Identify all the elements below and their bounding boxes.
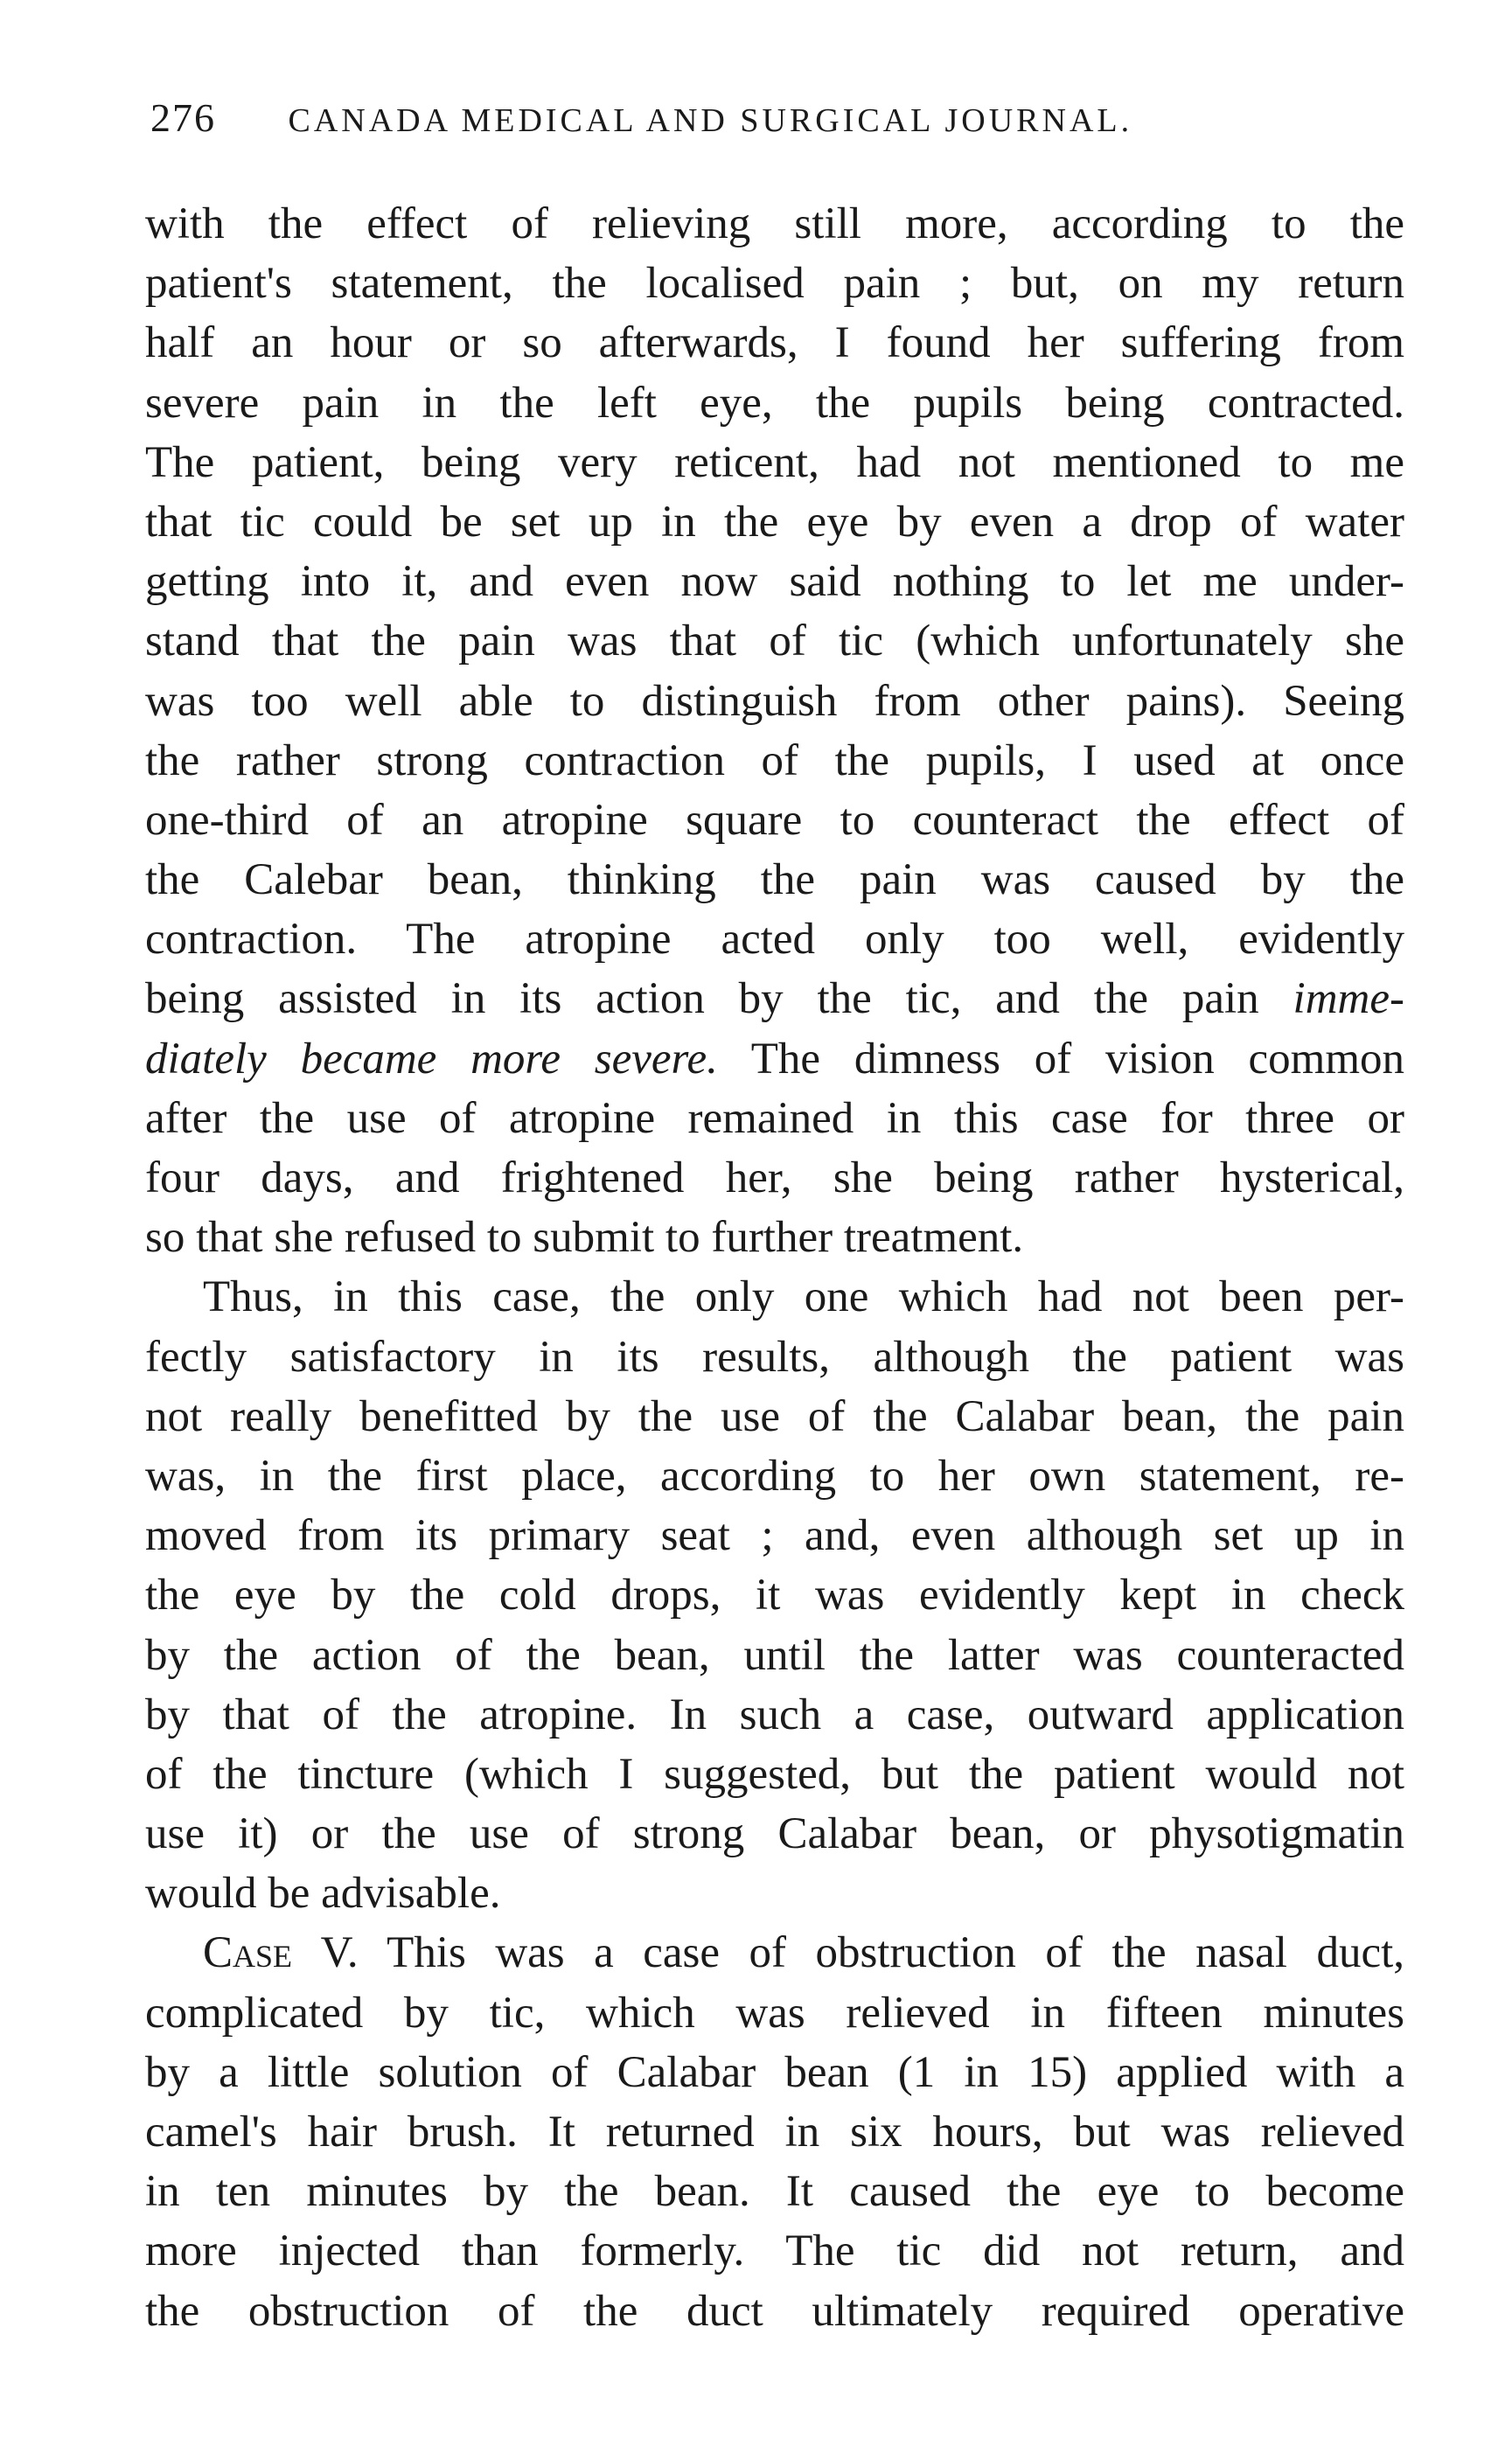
paragraph-2 <box>145 1267 1404 1923</box>
text-line-segment: The dimness of vision common <box>717 1034 1404 1084</box>
text-line: use it) or the use of strong Calabar bean, or physotigmatin <box>145 1809 1404 1859</box>
text-line: the eye by the cold drops, it was evidently kept in check <box>145 1571 1404 1620</box>
text-line: half an hour or so afterwards, I found her suffering from <box>145 318 1404 368</box>
text-line: by that of the atropine. In such a case, outward application <box>145 1690 1404 1739</box>
body-text <box>145 194 1404 2341</box>
text-line: the rather strong contraction of the pupils, I used at once <box>145 735 1404 785</box>
page-header <box>150 92 1375 147</box>
text-line: The patient, being very reticent, had not mentioned to me <box>145 437 1404 487</box>
text-line: complicated by tic, which was relieved in fifteen minutes <box>145 1988 1404 2038</box>
italic-emphasis: imme- <box>1293 974 1404 1024</box>
text-line: was, in the first place, according to her own statement, re- <box>145 1451 1404 1501</box>
text-line-with-emphasis <box>145 969 1404 1028</box>
text-line: moved from its primary seat ; and, even although set up in <box>145 1511 1404 1561</box>
text-line: patient's statement, the localised pain ; but, on my return <box>145 259 1404 309</box>
italic-emphasis: diately became more severe. <box>145 1034 718 1084</box>
text-line: of the tincture (which I suggested, but the patient would not <box>145 1749 1404 1799</box>
text-line: contraction. The atropine acted only too well, evidently <box>145 915 1404 965</box>
text-line: with the effect of relieving still more, according to the <box>145 199 1404 248</box>
text-line: stand that the pain was that of tic (which unfortunately she <box>145 617 1404 666</box>
text-line: Thus, in this case, the only one which had not been per- <box>203 1272 1404 1322</box>
text-line: so that she refused to submit to further treatment. <box>145 1213 1024 1263</box>
text-line-segment: This was a case of obstruction of the nasal duct, <box>358 1928 1404 1978</box>
text-line: four days, and frightened her, she being rather hysterical, <box>145 1153 1404 1202</box>
text-line: after the use of atropine remained in this case for three or <box>145 1093 1404 1143</box>
text-line: the Calebar bean, thinking the pain was caused by the <box>145 855 1404 905</box>
text-line: by a little solution of Calabar bean (1 in 15) applied with a <box>145 2047 1404 2097</box>
text-line: would be advisable. <box>145 1869 501 1919</box>
text-line: in ten minutes by the bean. It caused the eye to become <box>145 2167 1404 2217</box>
text-line: by the action of the bean, until the latter was counteracted <box>145 1630 1404 1680</box>
running-title: CANADA MEDICAL AND SURGICAL JOURNAL. <box>288 102 1133 139</box>
text-line-with-case-label <box>145 1923 1404 1983</box>
text-line: camel's hair brush. It returned in six hours, but was relieved <box>145 2108 1404 2157</box>
text-line-segment: being assisted in its action by the tic, and the pain <box>145 974 1259 1024</box>
page-number: 276 <box>150 95 216 140</box>
text-line: severe pain in the left eye, the pupils being contracted. <box>145 378 1404 428</box>
text-line: getting into it, and even now said nothing to let me under- <box>145 557 1404 607</box>
text-line: was too well able to distinguish from other pains). Seeing <box>145 676 1404 726</box>
text-line: fectly satisfactory in its results, although the patient was <box>145 1332 1404 1382</box>
text-line: not really benefitted by the use of the Calabar bean, the pain <box>145 1391 1404 1441</box>
paragraph-1 <box>145 194 1404 1267</box>
text-line: the obstruction of the duct ultimately required operative <box>145 2286 1404 2336</box>
text-line-with-emphasis <box>145 1029 1404 1089</box>
paragraph-3 <box>145 1923 1404 2340</box>
text-line: one-third of an atropine square to counteract the effect of <box>145 795 1404 845</box>
text-line: more injected than formerly. The tic did not return, and <box>145 2226 1404 2276</box>
case-label: Case V. <box>203 1928 359 1978</box>
text-line: that tic could be set up in the eye by even a drop of water <box>145 497 1404 547</box>
